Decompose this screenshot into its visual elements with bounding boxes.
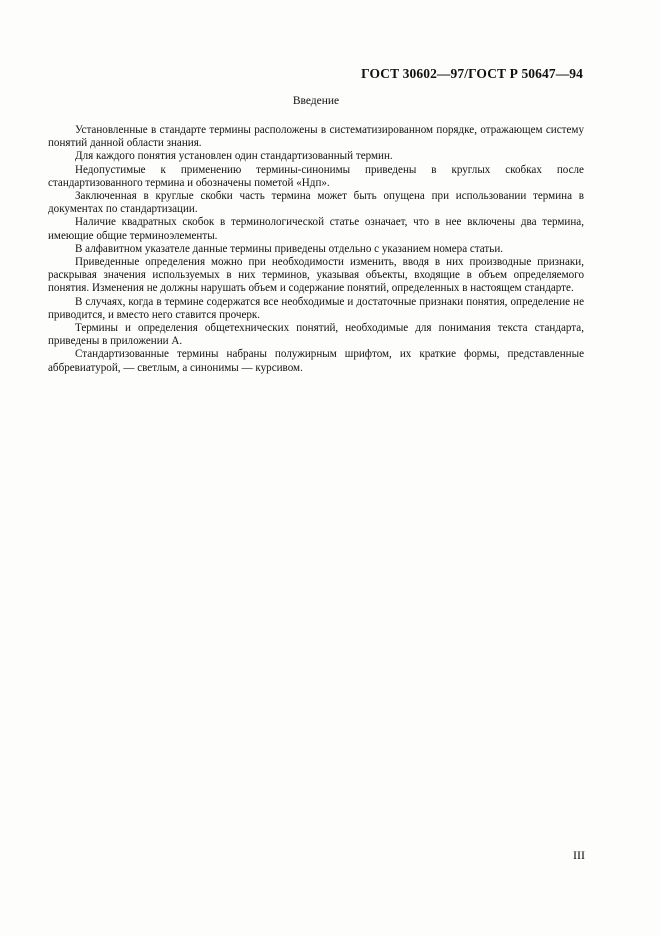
paragraph: Термины и определения общетехнических понятий, необходимые для понимания текста стандарта, приведены в приложении А. (48, 322, 584, 348)
paragraph: В случаях, когда в термине содержатся все необходимые и достаточные признаки понятия, определение не приводится, и вместо него ставится прочерк. (48, 295, 584, 321)
paragraph: В алфавитном указателе данные термины приведены отдельно с указанием номера статьи. (75, 242, 504, 255)
paragraph: Наличие квадратных скобок в терминологической статье означает, что в нее включены два термина, имеющие общие терминоэлементы. (48, 216, 584, 242)
standard-code-header: ГОСТ 30602—97/ГОСТ Р 50647—94 (361, 66, 583, 81)
paragraph: Заключенная в круглые скобки часть термина может быть опущена при использовании термина в документах по стандартизации. (48, 190, 584, 216)
paragraph: Приведенные определения можно при необходимости изменить, вводя в них производные признаки, раскрывая значения используемых в них терминов, указывая объекты, входящие в объем определяемого понятия. Изменения не должны нарушать объем и содержание понятий, определенных в настоящем стандарте. (48, 256, 584, 295)
page-number: III (573, 848, 585, 862)
section-title: Введение (292, 95, 340, 107)
paragraph: Недопустимые к применению термины-синонимы приведены в круглых скобках после стандартизованного термина и обозначены пометой «Ндп». (48, 163, 584, 189)
paragraph: Для каждого понятия установлен один стандартизованный термин. (75, 150, 393, 163)
introduction-body (48, 124, 584, 375)
paragraph: Установленные в стандарте термины расположены в систематизированном порядке, отражающем систему понятий данной области знания. (48, 124, 584, 150)
paragraph: Стандартизованные термины набраны полужирным шрифтом, их краткие формы, представленные аббревиатурой, — светлым, а синонимы — курсивом. (48, 348, 584, 374)
